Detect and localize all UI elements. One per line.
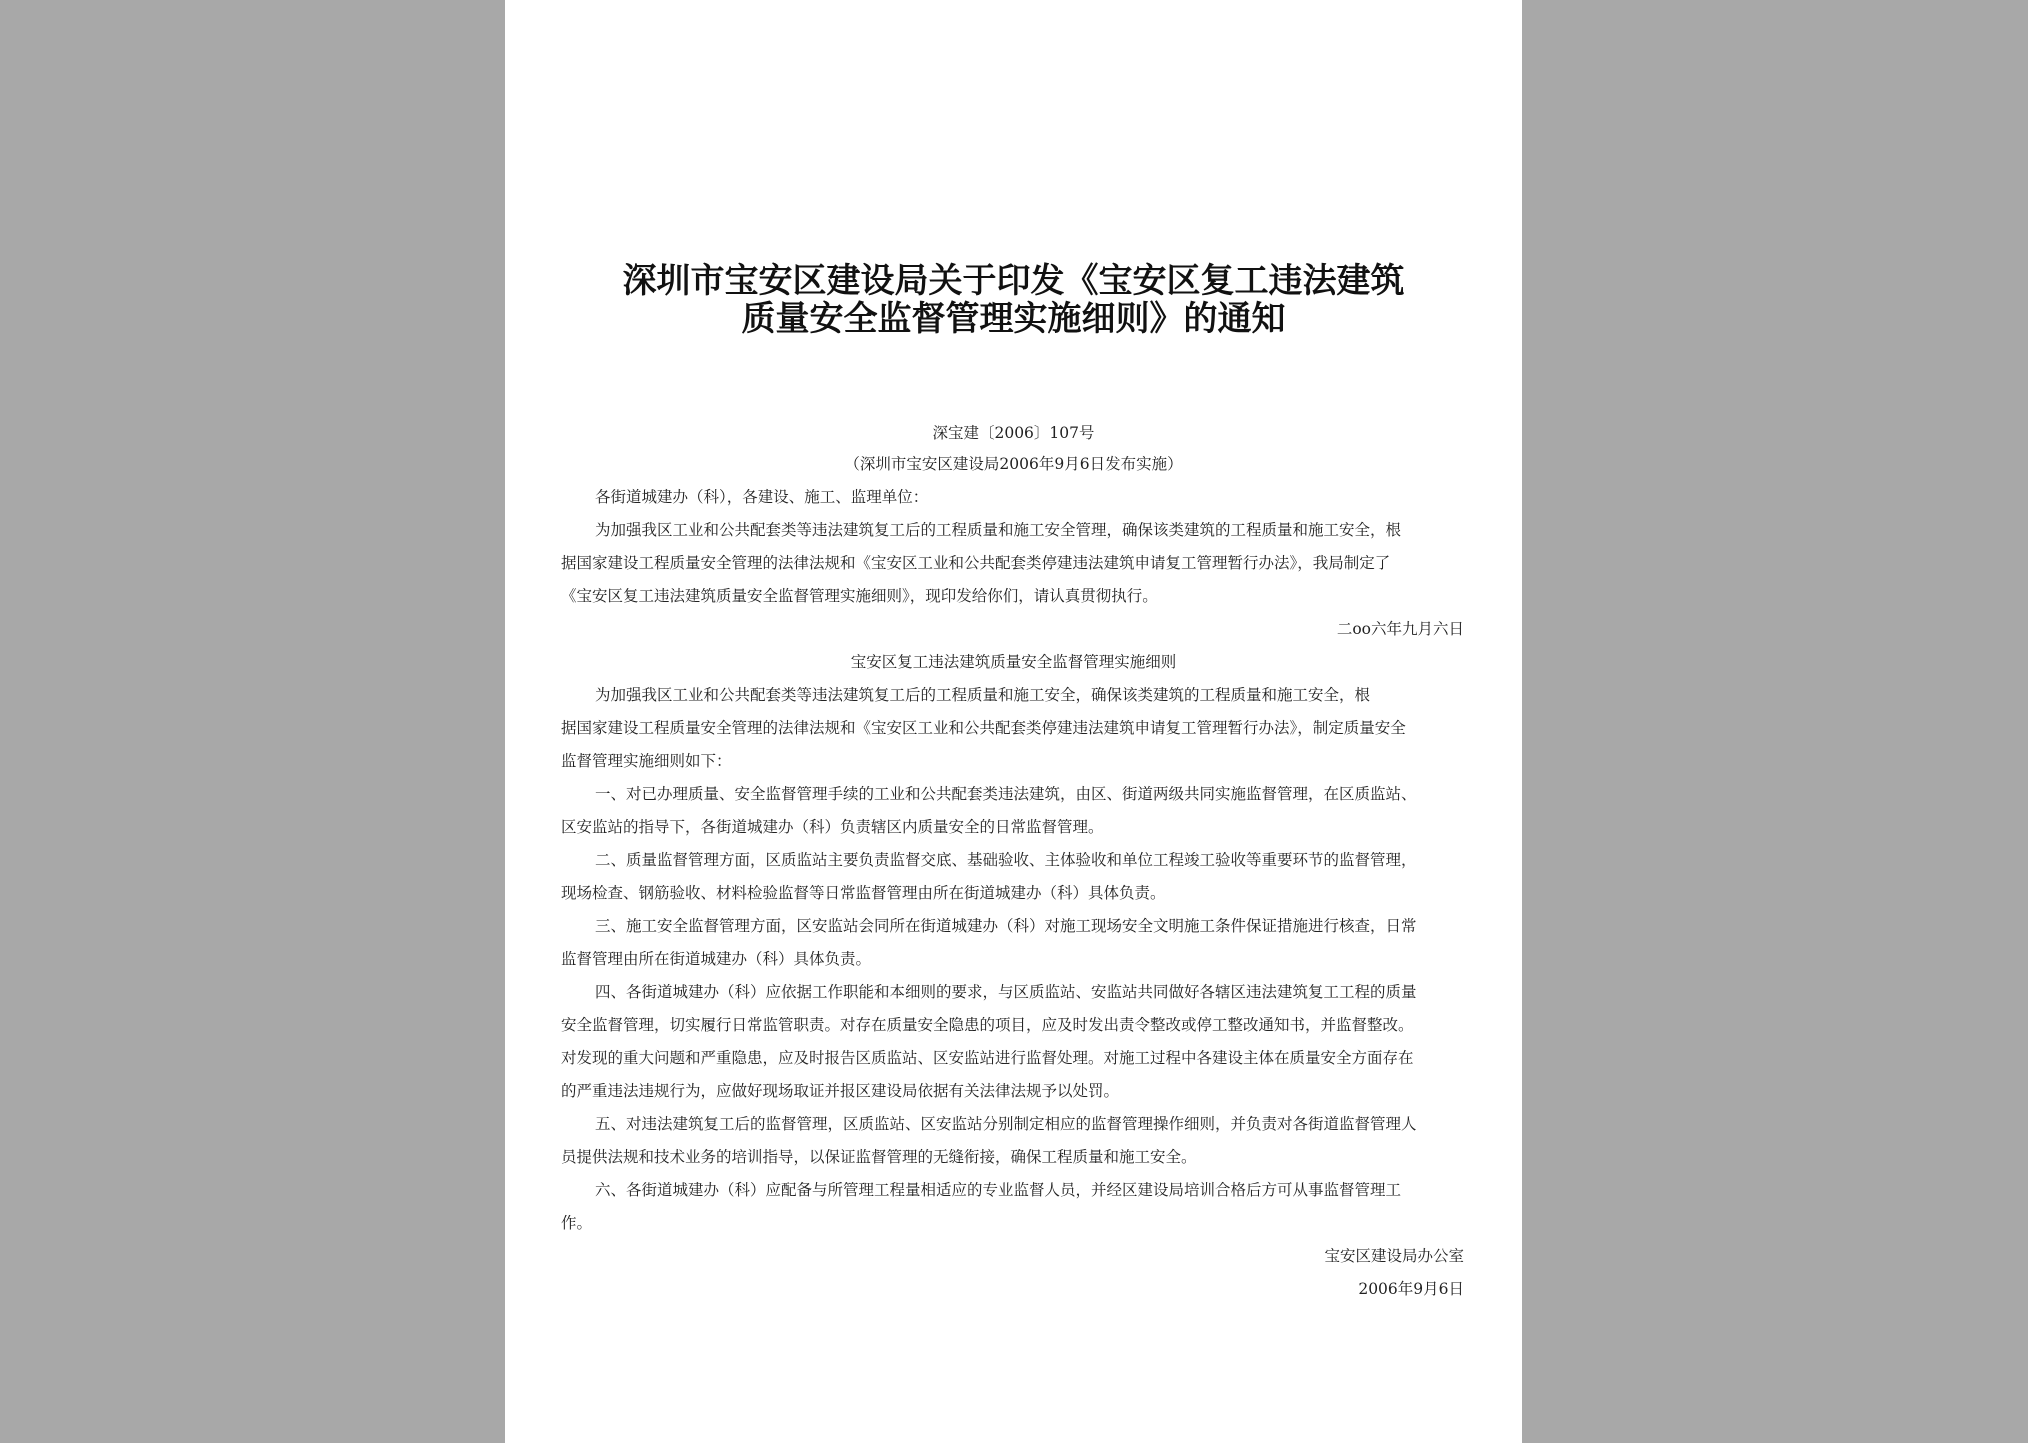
rule-item-line: 的严重违法违规行为，应做好现场取证并报区建设局依据有关法律法规予以处罚。 [561, 1082, 1120, 1100]
rule-item-line: 二、质量监督管理方面，区质监站主要负责监督交底、基础验收、主体验收和单位工程竣工验收等重要环节的监督管理， [595, 851, 1417, 869]
signature-organization: 宝安区建设局办公室 [1324, 1247, 1464, 1265]
title-line-1: 深圳市宝安区建设局关于印发《宝安区复工违法建筑 [622, 261, 1405, 301]
rule-item-line: 安全监督管理，切实履行日常监管职责。对存在质量安全隐患的项目，应及时发出责令整改或停工整改通知书，并监督整改。 [561, 1016, 1414, 1034]
document-page [505, 0, 1522, 1443]
rule-item-line: 一、对已办理质量、安全监督管理手续的工业和公共配套类违法建筑，由区、街道两级共同实施监督管理，在区质监站、 [595, 785, 1417, 803]
rule-item-line: 五、对违法建筑复工后的监督管理，区质监站、区安监站分别制定相应的监督管理操作细则，并负责对各街道监督管理人 [595, 1115, 1417, 1133]
rule-item-line: 作。 [561, 1214, 593, 1232]
rule-item-line: 对发现的重大问题和严重隐患，应及时报告区质监站、区安监站进行监督处理。对施工过程中各建设主体在质量安全方面存在 [561, 1049, 1414, 1067]
issuance-note: （深圳市宝安区建设局2006年9月6日发布实施） [844, 455, 1183, 473]
title-line-2: 质量安全监督管理实施细则》的通知 [741, 299, 1286, 339]
recipients-line: 各街道城建办（科），各建设、施工、监理单位： [595, 488, 929, 506]
rule-item-line: 监督管理由所在街道城建办（科）具体负责。 [561, 950, 872, 968]
rules-intro-line: 为加强我区工业和公共配套类等违法建筑复工后的工程质量和施工安全，确保该类建筑的工程质量和施工安全，根 [595, 686, 1371, 704]
rules-intro-line: 据国家建设工程质量安全管理的法律法规和《宝安区工业和公共配套类停建违法建筑申请复工管理暂行办法》，制定质量安全 [561, 719, 1406, 737]
rule-item-line: 员提供法规和技术业务的培训指导，以保证监督管理的无缝衔接，确保工程质量和施工安全。 [561, 1148, 1197, 1166]
rule-item-line: 现场检查、钢筋验收、材料检验监督等日常监督管理由所在街道城建办（科）具体负责。 [561, 884, 1166, 902]
rule-item-line: 四、各街道城建办（科）应依据工作职能和本细则的要求，与区质监站、安监站共同做好各辖区违法建筑复工工程的质量 [595, 983, 1417, 1001]
intro-line: 为加强我区工业和公共配套类等违法建筑复工后的工程质量和施工安全管理，确保该类建筑的工程质量和施工安全，根 [595, 521, 1402, 539]
document-number: 深宝建〔2006〕107号 [932, 424, 1095, 442]
intro-line: 据国家建设工程质量安全管理的法律法规和《宝安区工业和公共配套类停建违法建筑申请复工管理暂行办法》，我局制定了 [561, 554, 1391, 572]
rules-intro-line: 监督管理实施细则如下： [561, 752, 732, 770]
signature-date: 2006年9月6日 [1358, 1280, 1464, 1298]
intro-line: 《宝安区复工违法建筑质量安全监督管理实施细则》，现印发给你们，请认真贯彻执行。 [561, 587, 1158, 605]
document-title [505, 262, 1522, 338]
rule-item-line: 六、各街道城建办（科）应配备与所管理工程量相适应的专业监督人员，并经区建设局培训合格后方可从事监督管理工 [595, 1181, 1402, 1199]
rules-title: 宝安区复工违法建筑质量安全监督管理实施细则 [850, 653, 1177, 671]
notice-date: 二oo六年九月六日 [1336, 620, 1464, 638]
rule-item-line: 三、施工安全监督管理方面，区安监站会同所在街道城建办（科）对施工现场安全文明施工条件保证措施进行核查，日常 [595, 917, 1417, 935]
rule-item-line: 区安监站的指导下，各街道城建办（科）负责辖区内质量安全的日常监督管理。 [561, 818, 1104, 836]
